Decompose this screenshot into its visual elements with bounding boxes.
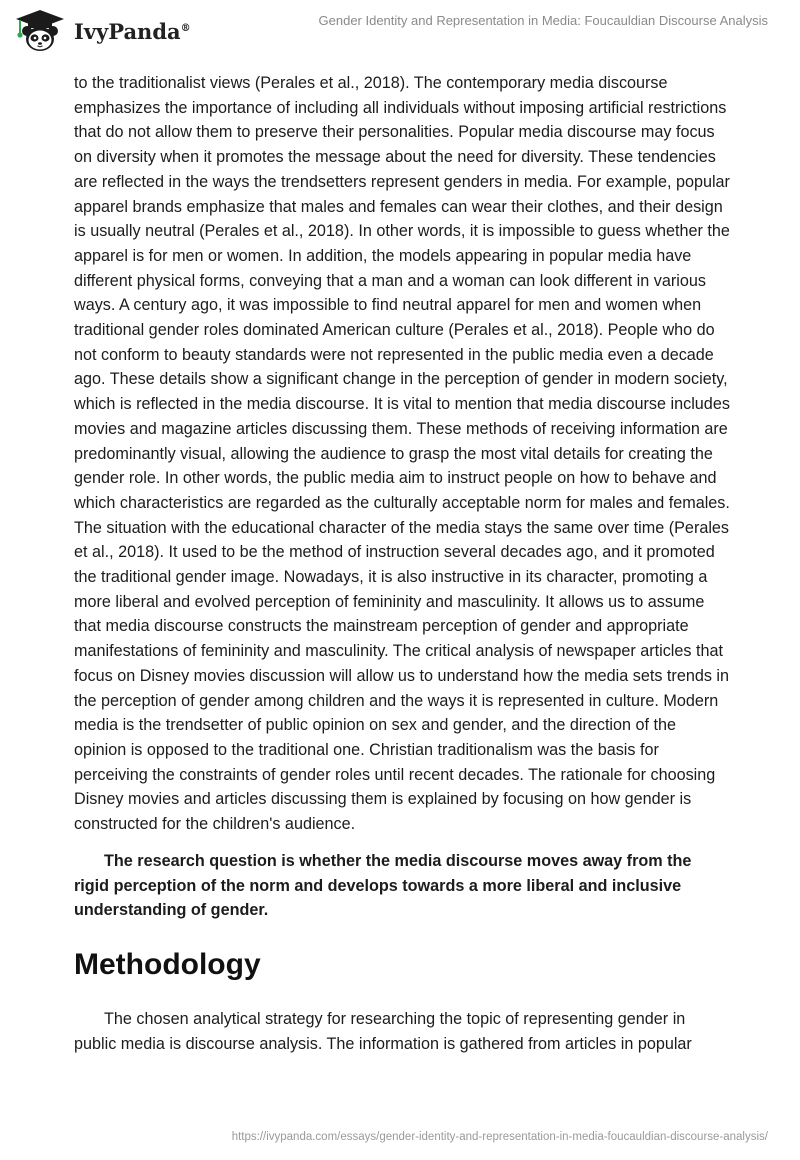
- document-title: Gender Identity and Representation in Media: Foucauldian Discourse Analysis: [318, 13, 768, 28]
- research-question: The research question is whether the media discourse moves away from the rigid perception of the norm and develops towards a more liberal and inclusive understanding of gender.: [74, 851, 692, 920]
- body-paragraph: The chosen analytical strategy for researching the topic of representing gender in public media is discourse analysis. The information is gathered from articles in popular: [74, 1009, 692, 1053]
- ivypanda-logo[interactable]: [14, 8, 191, 54]
- registered-mark: ®: [180, 22, 191, 34]
- brand-name: [74, 19, 191, 44]
- body-paragraph: to the traditionalist views (Perales et al., 2018). The contemporary media discourse emphasizes the importance of including all individuals without imposing artificial restrictions that do not allow them to preserve their personalities. Popular media discourse may focus on diversity when it promotes the message about the need for diversity. These tendencies are reflected in the ways the trendsetters represent genders in media. For example, popular apparel brands emphasize that males and females can wear their clothes, and their design is usually neutral (Perales et al., 2018). In other words, it is impossible to guess whether the apparel is for men or women. In addition, the models appearing in popular media have different physical forms, conveying that a man and a woman can look different in various ways. A century ago, it was impossible to find neutral apparel for men and women when traditional gender roles dominated American culture (Perales et al., 2018). People who do not conform to beauty standards were not represented in the public media even a decade ago. These details show a significant change in the perception of gender in modern society, which is reflected in the media discourse. It is vital to mention that media discourse includes movies and magazine articles discussing them. These methods of receiving information are predominantly visual, allowing the audience to grasp the most vital details for creating the gender role. In other words, the public media aim to instruct people on how to behave and which characteristics are regarded as the culturally acceptable norm for males and females. The situation with the educational character of the media stays the same over time (Perales et al., 2018). It used to be the method of instruction several decades ago, and it promoted the traditional gender image. Nowadays, it is also instructive in its character, promoting a more liberal and evolved perception of femininity and masculinity. It allows us to assume that media discourse constructs the mainstream perception of gender and appropriate manifestations of femininity and masculinity. The critical analysis of newspaper articles that focus on Disney movies discussion will allow us to understand how the media sets trends in the perception of gender among children and the ways it is represented in culture. Modern media is the trendsetter of public opinion on sex and gender, and the direction of the opinion is opposed to the traditional one. Christian traditionalism was the basis for perceiving the constraints of gender roles until recent decades. The rationale for choosing Disney movies and articles discussing them is explained by focusing on how gender is constructed for the children's audience.: [74, 74, 730, 834]
- section-heading: Methodology: [74, 947, 261, 981]
- brand-wordmark: IvyPanda: [74, 18, 181, 44]
- source-url[interactable]: https://ivypanda.com/essays/gender-identity-and-representation-in-media-foucauldian-discourse-analysis/: [231, 1131, 768, 1143]
- panda-graduate-icon: [14, 9, 66, 53]
- page-header: [0, 0, 800, 60]
- essay-content: [74, 71, 730, 1056]
